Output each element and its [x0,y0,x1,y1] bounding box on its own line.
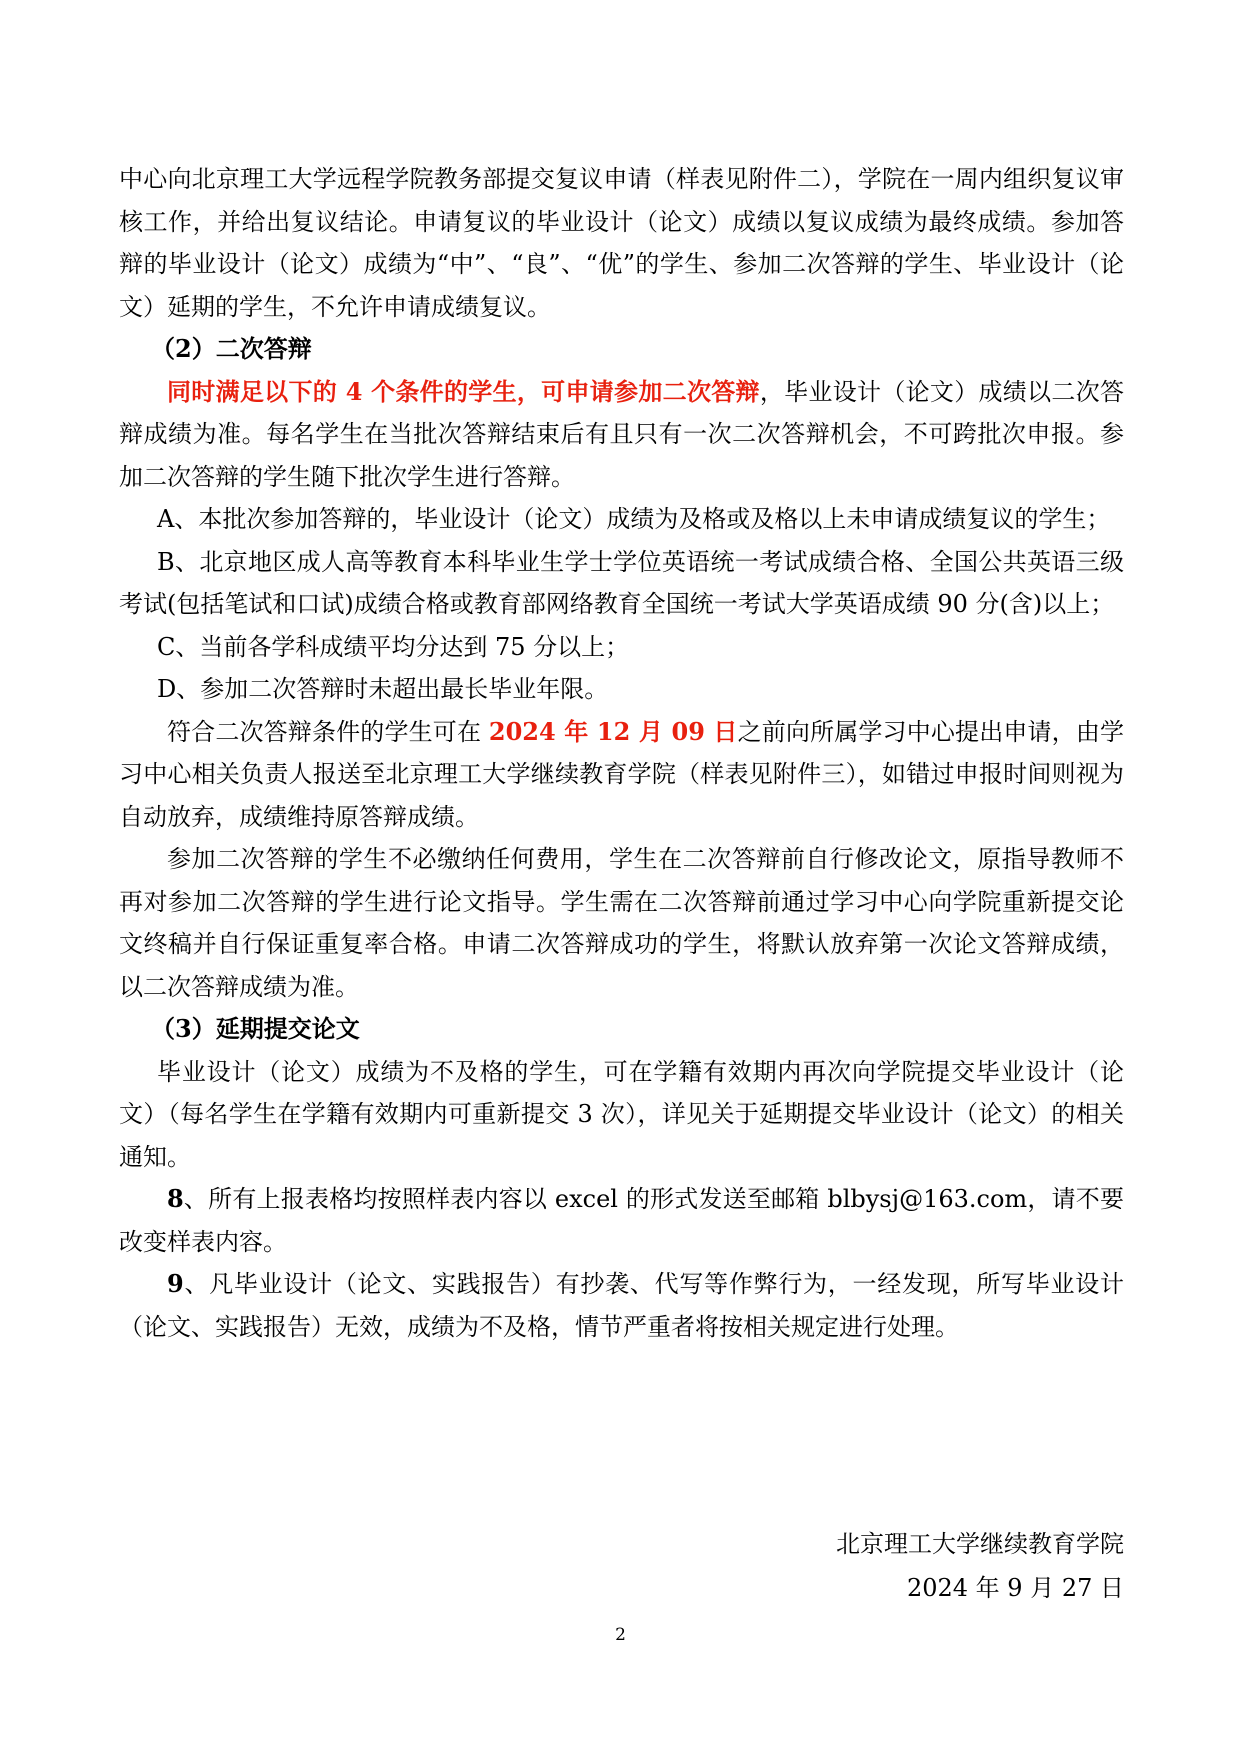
item-9-plagiarism [119,1263,1124,1348]
item-number: 8 [167,1184,184,1213]
page-number: 2 [615,1625,626,1645]
condition-a: A、本批次参加答辩的，毕业设计（论文）成绩为及格或及格以上未申请成绩复议的学生； [157,505,1111,533]
signature-date: 2024 年 9 月 27 日 [906,1574,1124,1602]
paragraph-application-deadline [119,711,1124,839]
condition-b: B、北京地区成人高等教育本科毕业生学士学位英语统一考试成绩合格、全国公共英语三级考试(包括笔试和口试)成绩合格或教育部网络教育全国统一考试大学英语成绩 90 分(含)以上； [119,547,1124,618]
deadline-date: 2024 年 12 月 09 日 [488,716,738,746]
paragraph-text: ，毕业设计（论文）成绩以二次答辩成绩为准。每名学生在当批次答辩结束后有且只有一次二次答辩机会，不可跨批次申报。参加二次答辩的学生随下批次学生进行答辩。 [119,377,1124,491]
item-number: 9 [167,1269,184,1298]
paragraph-text: 、凡毕业设计（论文、实践报告）有抄袭、代写等作弊行为，一经发现，所写毕业设计（论文、实践报告）无效，成绩为不及格，情节严重者将按相关规定进行处理。 [119,1270,1124,1341]
paragraph-review-application [119,158,1124,328]
condition-d: D、参加二次答辩时未超出最长毕业年限。 [157,675,609,703]
paragraph-second-defense-rules: 参加二次答辩的学生不必缴纳任何费用，学生在二次答辩前自行修改论文，原指导教师不再对参加二次答辩的学生进行论文指导。学生需在二次答辩前通过学习中心向学院重新提交论文终稿并自行保证重复率合格。申请二次答辩成功的学生，将默认放弃第一次论文答辩成绩，以二次答辩成绩为准。 [119,845,1124,1001]
signature-block [836,1522,1124,1610]
condition-c: C、当前各学科成绩平均分达到 75 分以上； [157,632,630,661]
paragraph-second-defense-intro [119,371,1124,499]
paragraph-text: 符合二次答辩条件的学生可在 [167,717,489,746]
paragraph-delayed-submission: 毕业设计（论文）成绩为不及格的学生，可在学籍有效期内再次向学院提交毕业设计（论文）（每名学生在学籍有效期内可重新提交 3 次），详见关于延期提交毕业设计（论文）的相关通知。 [119,1057,1124,1171]
highlighted-condition-text: 同时满足以下的 4 个条件的学生，可申请参加二次答辩 [167,376,760,406]
paragraph-text: 中心向北京理工大学远程学院教务部提交复议申请（样表见附件二），学院在一周内组织复议审核工作，并给出复议结论。申请复议的毕业设计（论文）成绩以复议成绩为最终成绩。参加答辩的毕业设计（论文）成绩为“中”、“良”、“优”的学生、参加二次答辩的学生、毕业设计（论文）延期的学生，不允许申请成绩复议。 [119,165,1124,321]
paragraph-text: 、所有上报表格均按照样表内容以 excel 的形式发送至邮箱 blbysj@163.com，请不要改变样表内容。 [119,1185,1124,1256]
signature-org: 北京理工大学继续教育学院 [836,1530,1124,1558]
section-heading-second-defense: （2）二次答辩 [151,334,312,363]
section-heading-delayed-submission: （3）延期提交论文 [151,1014,360,1043]
paragraph-text: 之前向所属学习中心提出申请，由学习中心相关负责人报送至北京理工大学继续教育学院（样表见附件三），如错过申报时间则视为自动放弃，成绩维持原答辩成绩。 [119,717,1125,831]
document-body [119,158,1124,1348]
item-8-email-submission [119,1178,1124,1263]
